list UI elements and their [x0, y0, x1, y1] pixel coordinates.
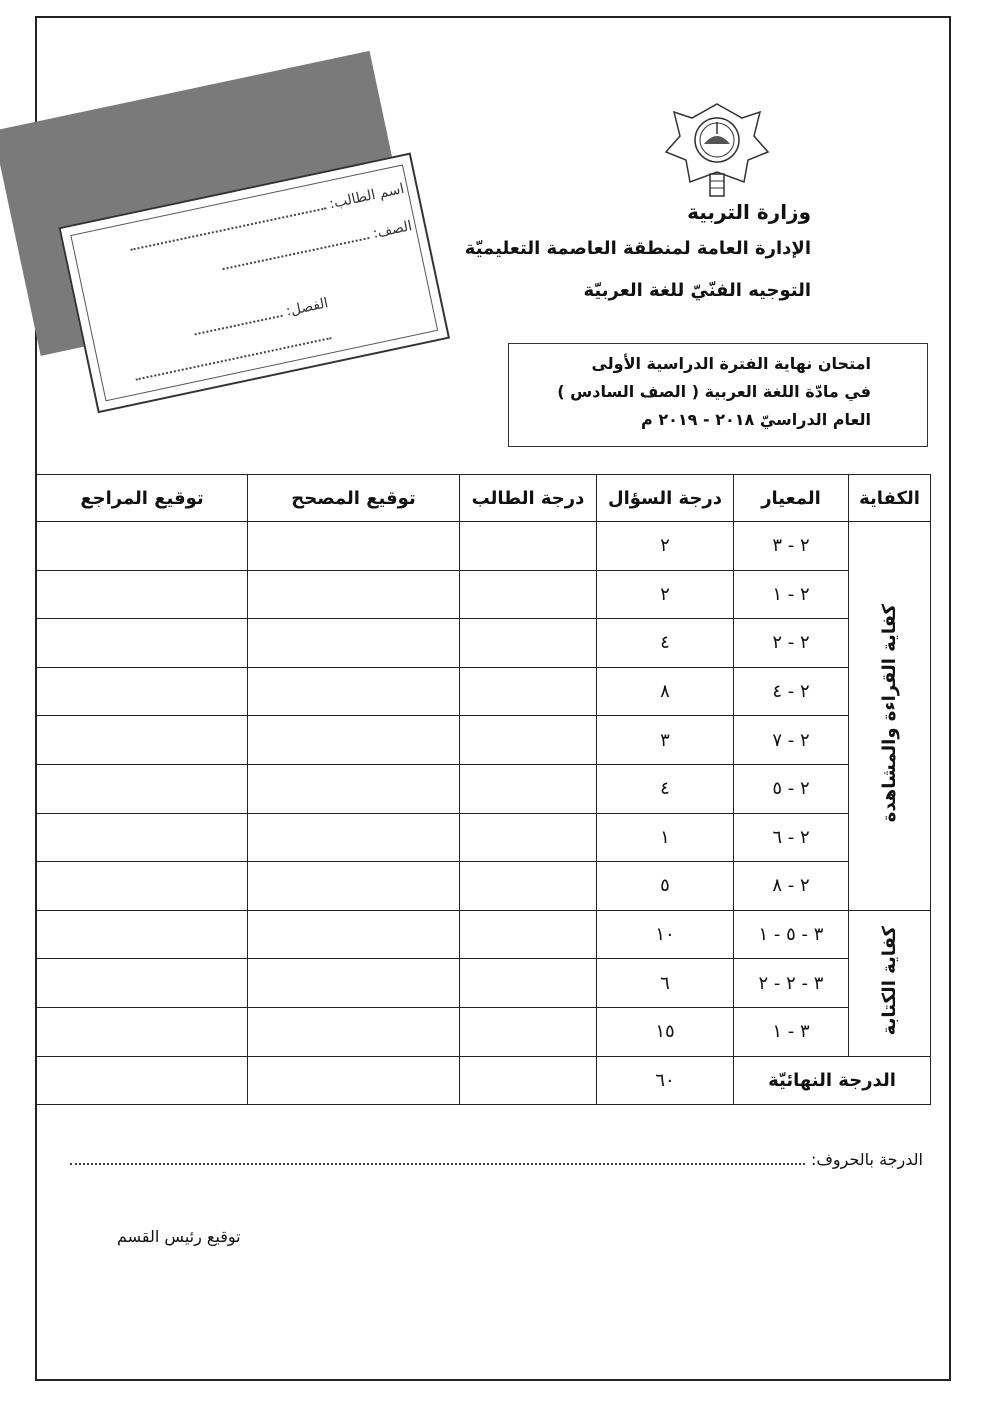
standard-cell: ٣ - ٢ - ٢: [735, 959, 850, 1008]
standard-cell: ٢ - ٦: [735, 813, 850, 862]
table-header-row: [38, 475, 932, 522]
standard-cell: ٢ - ٢: [735, 619, 850, 668]
student-score-cell[interactable]: [461, 910, 598, 959]
student-score-cell[interactable]: [461, 959, 598, 1008]
competency-writing: كفاية الكتابة: [850, 910, 932, 1056]
head-of-department-signature: توقيع رئيس القسم: [118, 1227, 242, 1246]
student-score-cell[interactable]: [461, 619, 598, 668]
standard-cell: ٢ - ٥: [735, 764, 850, 813]
question-score-cell: ٢: [598, 570, 735, 619]
student-score-cell[interactable]: [461, 716, 598, 765]
corrector-signature-cell[interactable]: [249, 1007, 461, 1056]
table-row: [38, 910, 932, 959]
final-score-row: [38, 1056, 932, 1105]
ministry-name: وزارة التربية: [688, 200, 812, 224]
final-score-label: الدرجة النهائيّة: [735, 1056, 932, 1105]
table-row: [38, 959, 932, 1008]
corrector-signature-cell[interactable]: [249, 813, 461, 862]
student-name-field[interactable]: اسم الطالب:: [129, 179, 407, 255]
reviewer-signature-cell[interactable]: [38, 667, 249, 716]
question-score-cell: ١: [598, 813, 735, 862]
question-score-cell: ١٥: [598, 1007, 735, 1056]
exam-title: امتحان نهاية الفترة الدراسية الأولى: [592, 354, 872, 373]
reviewer-signature-cell[interactable]: [38, 522, 249, 571]
question-score-cell: ٤: [598, 619, 735, 668]
student-score-cell[interactable]: [461, 862, 598, 911]
question-score-cell: ٨: [598, 667, 735, 716]
reviewer-signature-cell[interactable]: [38, 1007, 249, 1056]
header-standard: المعيار: [735, 475, 850, 522]
final-corrector-signature-cell[interactable]: [249, 1056, 461, 1105]
directorate-name: الإدارة العامة لمنطقة العاصمة التعليميّة: [465, 238, 812, 259]
table-row: [38, 619, 932, 668]
exam-year: العام الدراسيّ ٢٠١٨ - ٢٠١٩ م: [642, 410, 872, 429]
table-row: [38, 813, 932, 862]
question-score-cell: ١٠: [598, 910, 735, 959]
standard-cell: ٢ - ٨: [735, 862, 850, 911]
score-in-words-field[interactable]: الدرجة بالحروف:: [71, 1150, 924, 1169]
reviewer-signature-cell[interactable]: [38, 764, 249, 813]
reviewer-signature-cell[interactable]: [38, 570, 249, 619]
competency-reading: كفاية القراءة والمشاهدة: [850, 522, 932, 911]
table-row: [38, 570, 932, 619]
question-score-cell: ٣: [598, 716, 735, 765]
table-row: [38, 522, 932, 571]
exam-title-box: [509, 343, 929, 447]
standard-cell: ٢ - ٤: [735, 667, 850, 716]
corrector-signature-cell[interactable]: [249, 522, 461, 571]
student-score-cell[interactable]: [461, 522, 598, 571]
corrector-signature-cell[interactable]: [249, 619, 461, 668]
final-reviewer-signature-cell[interactable]: [38, 1056, 249, 1105]
standard-cell: ٢ - ٣: [735, 522, 850, 571]
table-row: [38, 1007, 932, 1056]
question-score-cell: ٥: [598, 862, 735, 911]
corrector-signature-cell[interactable]: [249, 716, 461, 765]
grades-table: [37, 474, 932, 1105]
standard-cell: ٣ - ١: [735, 1007, 850, 1056]
header-question-score: درجة السؤال: [598, 475, 735, 522]
reviewer-signature-cell[interactable]: [38, 716, 249, 765]
standard-cell: ٣ - ٥ - ١: [735, 910, 850, 959]
standard-cell: ٢ - ٧: [735, 716, 850, 765]
student-score-cell[interactable]: [461, 813, 598, 862]
question-score-cell: ٤: [598, 764, 735, 813]
question-score-cell: ٦: [598, 959, 735, 1008]
student-score-cell[interactable]: [461, 1007, 598, 1056]
kuwait-emblem-icon: [665, 100, 771, 200]
header-student-score: درجة الطالب: [461, 475, 598, 522]
student-grade-field[interactable]: الصف:: [221, 216, 414, 274]
reviewer-signature-cell[interactable]: [38, 959, 249, 1008]
reviewer-signature-cell[interactable]: [38, 813, 249, 862]
corrector-signature-cell[interactable]: [249, 910, 461, 959]
reviewer-signature-cell[interactable]: [38, 910, 249, 959]
reviewer-signature-cell[interactable]: [38, 862, 249, 911]
corrector-signature-cell[interactable]: [249, 570, 461, 619]
corrector-signature-cell[interactable]: [249, 862, 461, 911]
corrector-signature-cell[interactable]: [249, 959, 461, 1008]
department-name: التوجيه الفنّيّ للغة العربيّة: [584, 280, 812, 301]
final-student-score-cell[interactable]: [461, 1056, 598, 1105]
student-score-cell[interactable]: [461, 764, 598, 813]
header-reviewer-signature: توقيع المراجع: [38, 475, 249, 522]
student-class-field[interactable]: الفصل:: [193, 293, 330, 339]
standard-cell: ٢ - ١: [735, 570, 850, 619]
corrector-signature-cell[interactable]: [249, 667, 461, 716]
reviewer-signature-cell[interactable]: [38, 619, 249, 668]
corrector-signature-cell[interactable]: [249, 764, 461, 813]
header-competency: الكفاية: [850, 475, 932, 522]
exam-subject: في مادّة اللغة العربية ( الصف السادس ): [558, 382, 872, 401]
header-corrector-signature: توقيع المصحح: [249, 475, 461, 522]
table-row: [38, 667, 932, 716]
table-row: [38, 716, 932, 765]
table-row: [38, 764, 932, 813]
table-row: [38, 862, 932, 911]
student-score-cell[interactable]: [461, 667, 598, 716]
question-score-cell: ٢: [598, 522, 735, 571]
final-question-score: ٦٠: [598, 1056, 735, 1105]
student-score-cell[interactable]: [461, 570, 598, 619]
